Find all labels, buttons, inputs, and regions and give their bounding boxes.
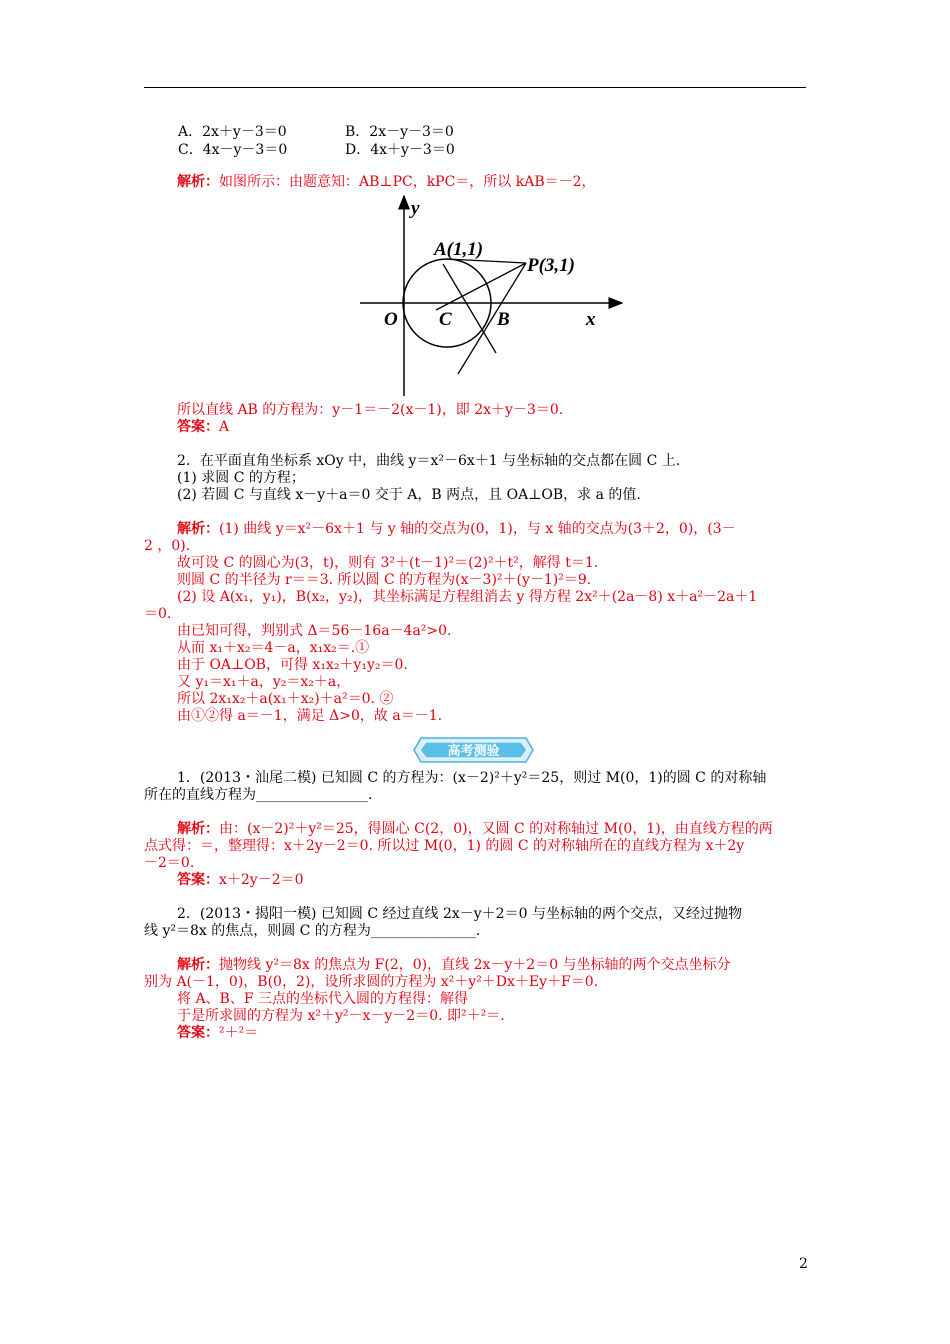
- origin-label: O: [384, 309, 398, 330]
- q1-answer-label: 答案：: [177, 419, 219, 435]
- q2-solution-line-2: 2 ，0).: [144, 538, 191, 554]
- t1-answer-value: x＋2y－2＝0: [219, 872, 304, 888]
- q2-solution-text-1: (1) 曲线 y＝x²－6x＋1 与 y 轴的交点为(0，1)，与 x 轴的交点为(3＋2，0)，(3－: [219, 521, 736, 537]
- t1-solution-label: 解析：: [177, 821, 219, 837]
- q2-solution-line-5: (2) 设 A(x₁，y₁)，B(x₂，y₂)，其坐标满足方程组消去 y 得方程 2x²＋(2a－8) x＋a²－2a＋1: [177, 589, 758, 605]
- t2-stem-line-1: 2．(2013・揭阳一模) 已知圆 C 经过直线 2x－y＋2＝0 与坐标轴的两个交点，又经过抛物: [177, 906, 742, 922]
- q2-solution-line-1: [177, 521, 736, 538]
- t2-solution-line-2: 别为 A(－1，0)，B(0，2)，设所求圆的方程为 x²＋y²＋Dx＋Ey＋F＝0.: [144, 974, 599, 990]
- t1-solution-line-2: 点式得：＝，整理得：x＋2y－2＝0. 所以过 M(0，1) 的圆 C 的对称轴所在的直线方程为 x＋2y: [144, 838, 745, 854]
- x-axis-label: x: [586, 309, 596, 330]
- section-badge: [411, 735, 536, 765]
- t2-solution-line-3: 将 A、B、F 三点的坐标代入圆的方程得：解得: [177, 991, 469, 1007]
- q1-answer: [177, 419, 229, 436]
- t2-answer: [177, 1025, 258, 1042]
- q2-solution-line-9: 由于 OA⊥OB，可得 x₁x₂＋y₁y₂＝0.: [177, 657, 408, 673]
- choice-a: A．2x＋y－3＝0: [178, 124, 287, 140]
- point-p-label: P(3,1): [527, 255, 576, 276]
- q2-solution-line-4: 则圆 C 的半径为 r＝＝3. 所以圆 C 的方程为(x－3)²＋(y－1)²＝9.: [177, 572, 592, 588]
- q2-solution-label: 解析：: [177, 521, 219, 537]
- q1-analysis-text: 如图所示：由题意知：AB⊥PC，kPC＝，所以 kAB＝－2，: [219, 174, 596, 190]
- q2-stem: 2．在平面直角坐标系 xOy 中，曲线 y＝x²－6x＋1 与坐标轴的交点都在圆 C 上.: [177, 453, 681, 469]
- t1-solution-text-1: 由：(x－2)²＋y²＝25，得圆心 C(2，0)，又圆 C 的对称轴过 M(0，1)，由直线方程的两: [219, 821, 773, 837]
- t2-solution-text-1: 抛物线 y²＝8x 的焦点为 F(2，0)，直线 2x－y＋2＝0 与坐标轴的两个交点坐标分: [219, 957, 731, 973]
- q2-part1: (1) 求圆 C 的方程；: [177, 470, 305, 486]
- q2-solution-line-7: 由已知可得，判别式 Δ＝56－16a－4a²>0.: [177, 623, 452, 639]
- t2-answer-value: ²＋²＝: [219, 1025, 259, 1041]
- q2-solution-line-12: 由①②得 a＝－1，满足 Δ>0，故 a＝－1.: [177, 708, 443, 724]
- choice-c: C．4x－y－3＝0: [178, 142, 288, 158]
- page-number: 2: [799, 1256, 808, 1272]
- t2-answer-label: 答案：: [177, 1025, 219, 1041]
- point-c-label: C: [439, 309, 452, 330]
- q2-solution-line-8: 从而 x₁＋x₂＝4－a，x₁x₂＝.①: [177, 640, 370, 656]
- q2-solution-line-6: ＝0.: [144, 606, 172, 622]
- t1-stem-line-2: 所在的直线方程为________________.: [144, 787, 373, 803]
- y-axis-label: y: [411, 198, 420, 219]
- q2-solution-line-10: 又 y₁＝x₁＋a，y₂＝x₂＋a，: [177, 674, 351, 690]
- t1-answer: [177, 872, 304, 889]
- q1-answer-value: A: [219, 419, 230, 435]
- t1-answer-label: 答案：: [177, 872, 219, 888]
- point-a-label: A(1,1): [434, 239, 484, 260]
- circle-diagram: [350, 188, 632, 400]
- t1-solution-line-3: －2＝0.: [144, 855, 195, 871]
- q2-solution-line-11: 所以 2x₁x₂＋a(x₁＋x₂)＋a²＝0. ②: [177, 691, 394, 707]
- q2-solution-line-3: 故可设 C 的圆心为(3，t)，则有 3²＋(t－1)²＝(2)²＋t²，解得 t＝1.: [177, 555, 599, 571]
- point-b-label: B: [497, 309, 510, 330]
- tangent-line-lower: [458, 263, 526, 374]
- t1-solution-line-1: [177, 821, 773, 838]
- section-badge-text: 高考测验: [447, 744, 500, 759]
- top-rule: [144, 87, 806, 88]
- choice-b: B．2x－y－3＝0: [345, 124, 454, 140]
- choice-d: D．4x＋y－3＝0: [345, 142, 455, 158]
- t2-stem-line-2: 线 y²＝8x 的焦点，则圆 C 的方程为_______________.: [144, 923, 481, 939]
- t2-solution-line-1: [177, 957, 731, 974]
- t2-solution-line-4: 于是所求圆的方程为 x²＋y²－x－y－2＝0. 即²＋²＝.: [177, 1008, 505, 1024]
- q1-analysis-label: 解析：: [177, 174, 219, 190]
- t2-solution-label: 解析：: [177, 957, 219, 973]
- q2-part2: (2) 若圆 C 与直线 x－y＋a＝0 交于 A，B 两点，且 OA⊥OB，求 a 的值.: [177, 487, 641, 503]
- q1-conclusion: 所以直线 AB 的方程为：y－1＝－2(x－1)，即 2x＋y－3＝0.: [177, 402, 564, 418]
- t1-stem-line-1: 1．(2013・汕尾二模) 已知圆 C 的方程为：(x－2)²＋y²＝25，则过 M(0，1)的圆 C 的对称轴: [177, 770, 767, 786]
